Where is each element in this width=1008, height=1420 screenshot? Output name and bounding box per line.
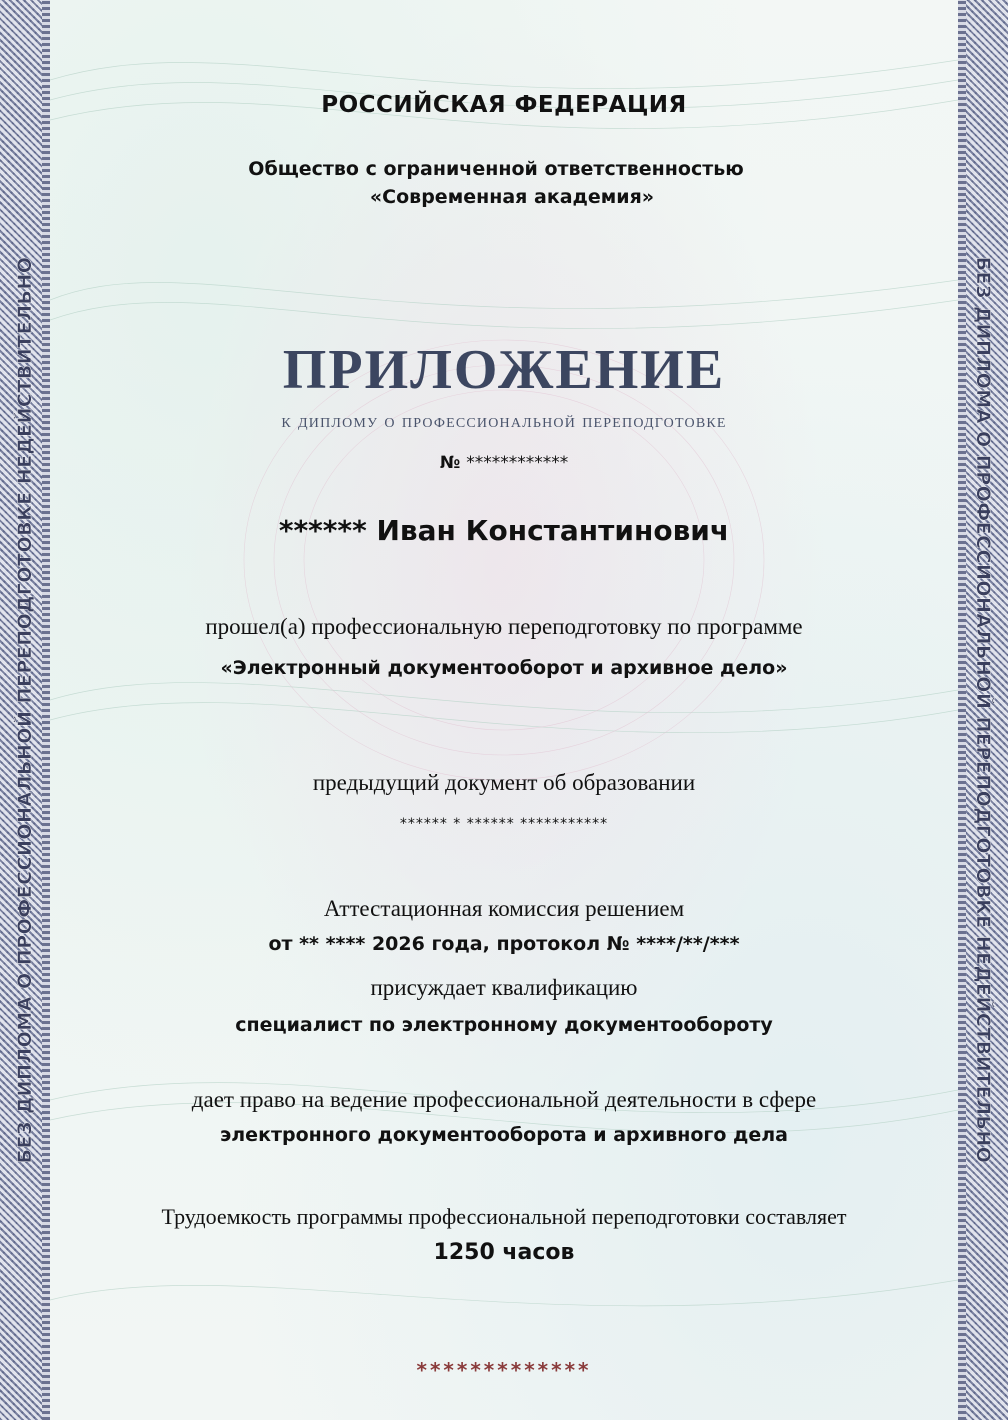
previous-document-value: ****** * ****** *********** (399, 816, 609, 832)
program-intro: прошел(а) профессиональную переподготовку по программе (205, 614, 803, 639)
document-number-label: № (439, 453, 461, 473)
commission-decision: от ** **** 2026 года, протокол № ****/**/*** (268, 933, 740, 955)
right-border-text: БЕЗ ДИПЛОМА О ПРОФЕССИОНАЛЬНОЙ ПЕРЕПОДГОТОВКЕ НЕДЕЙСТВИТЕЛЬНО (972, 256, 994, 1164)
previous-document-label: предыдущий документ об образовании (312, 770, 696, 795)
labor-hours: 1250 часов (433, 1240, 575, 1265)
serial-number: ************* (416, 1358, 592, 1382)
document-number (0, 453, 1008, 473)
left-border-text: БЕЗ ДИПЛОМА О ПРОФЕССИОНАЛЬНОЙ ПЕРЕПОДГОТОВКЕ НЕДЕЙСТВИТЕЛЬНО (14, 256, 36, 1164)
document-subtitle: к диплому о профессиональной переподготовке (281, 410, 727, 432)
organization-type: Общество с ограниченной ответственностью (248, 158, 744, 180)
awards-label: присуждает квалификацию (370, 975, 638, 1000)
document-number-value: ************ (466, 453, 569, 473)
program-name: «Электронный документооборот и архивное дело» (220, 657, 788, 679)
rights-sphere: электронного документооборота и архивного дела (220, 1124, 788, 1146)
document-title: ПРИЛОЖЕНИЕ (282, 339, 726, 401)
labor-intro: Трудоемкость программы профессиональной переподготовки составляет (161, 1204, 847, 1229)
rights-intro: дает право на ведение профессиональной деятельности в сфере (191, 1087, 817, 1112)
qualification: специалист по электронному документообороту (235, 1014, 773, 1036)
commission-intro: Аттестационная комиссия решением (323, 896, 685, 921)
holder-name: ****** Иван Константинович (278, 514, 730, 547)
country-heading: РОССИЙСКАЯ ФЕДЕРАЦИЯ (321, 92, 687, 118)
organization-name: «Современная академия» (369, 186, 655, 208)
